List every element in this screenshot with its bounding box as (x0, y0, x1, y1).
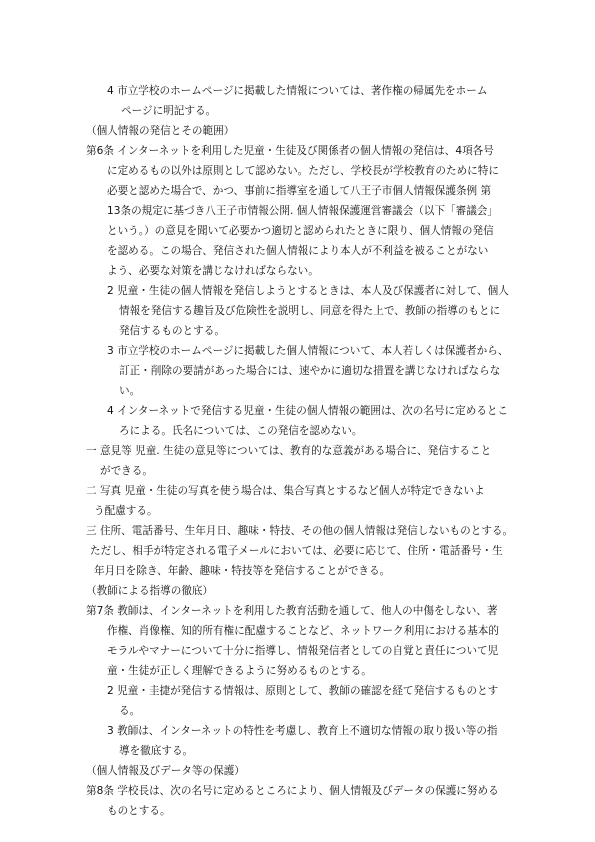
article-6-line-2: に定めるもの以外は原則として認めない。ただし、学校長が学校教育のために特に (107, 165, 499, 177)
item-4-line-1: 4 市立学校のホームページに掲載した情報については、著作権の帰属先をホーム (107, 85, 488, 97)
subitem-2-line-1: 二 写真 児童・生徒の写真を使う場合は、集合写真とするなど個人が特定できないよ (86, 485, 485, 497)
article-6-item-3-line-1: 3 市立学校のホームページに掲載した個人情報について、本人若しくは保護者から、 (107, 345, 509, 357)
subitem-3-line-1: 三 住所、電話番号、生年月日、趣味・特技、その他の個人情報は発信しないものとする。 (86, 525, 514, 537)
article-6-line-6: を認める。この場合、発信された個人情報により本人が不利益を被ることがない (107, 245, 489, 257)
article-6-line-5: という。）の意見を聞いて必要かつ適切と認められたときに限り、個人情報の発信 (107, 225, 494, 237)
article-6-item-4-line-1: 4 インターネットで発信する児童・生徒の個人情報の範囲は、次の名号に定めるとこ (107, 405, 509, 417)
item-4-line-2: ページに明記する。 (121, 105, 217, 117)
article-6-item-3-line-2: 訂正・削除の要請があった場合には、速やかに適切な措置を講じなければならな (119, 365, 501, 377)
subitem-3-line-3: 年月日を除き、年齢、趣味・特技等を発信することができる。 (94, 565, 391, 577)
article-7-item-2-line-1: 2 児童・圭捷が発信する情報は、原則として、教師の確認を経て発信するものとす (107, 685, 499, 697)
subitem-2-line-2: う配慮する。 (94, 505, 158, 517)
article-8-line-2: ものとする。 (107, 805, 171, 817)
article-6-item-2-line-1: 2 児童・生徒の個人情報を発信しようとするときは、本人及び保護者に対して、個人 (107, 285, 509, 297)
section-heading-data-protection: （個人情報及びデータ等の保護） (86, 765, 245, 777)
section-heading-personal-info: （個人情報の発信とその範囲） (86, 125, 235, 137)
article-7-item-3-line-2: 導を徹底する。 (119, 745, 194, 757)
article-6-line-1: 第6条 インターネットを利用した児童・生徒及び関係者の個人情報の発信は、4項各号 (86, 145, 494, 157)
article-7-line-2: 作権、肖像権、知的所有権に配慮することなど、ネットワーク利用における基本的 (107, 625, 499, 637)
subitem-1-line-2: ができる。 (100, 465, 153, 477)
article-6-line-7: よう、必要な対策を講じなければならない。 (107, 265, 319, 277)
article-7-item-2-line-2: る。 (119, 705, 141, 717)
article-7-line-3: モラルやマナーについて十分に指導し、情報発信者としての自覚と責任について児 (107, 645, 499, 657)
subitem-1-line-1: 一 意見等 児童. 生徒の意見等については、教育的な意義がある場合に、発信すること (86, 445, 492, 457)
article-6-line-4: 13条の規定に基づき八王子市情報公開. 個人情報保護運営審議会（以下「審議会」 (107, 205, 498, 217)
article-6-line-3: 必要と認めた場合で、かつ、事前に指導室を通して八王子市個人情報保護条例 第 (107, 185, 492, 197)
article-6-item-2-line-3: 発信するものとする。 (119, 325, 225, 337)
article-7-line-4: 童・生徒が正しく理解できるように努めるものとする。 (107, 665, 372, 677)
section-heading-teacher-guidance: （教師による指導の徹底） (86, 585, 214, 597)
article-7-line-1: 第7条 教師は、インターネットを利用した教育活動を通して、他人の中傷をしない、著 (86, 605, 498, 617)
article-6-item-2-line-2: 情報を発信する趣旨及び危険性を説明し、同意を得た上で、教師の指導のもとに (119, 305, 501, 317)
article-7-item-3-line-1: 3 教師は、インターネットの特性を考慮し、教育上不適切な情報の取り扱い等の指 (107, 725, 498, 737)
article-6-item-4-line-2: ろによる。氏名については、この発信を認めない。 (119, 425, 363, 437)
article-6-item-3-line-3: い。 (119, 385, 141, 397)
subitem-3-line-2: ただし、相手が特定される電子メールにおいては、必要に応じて、住所・電話番号・生 (90, 545, 503, 557)
article-8-line-1: 第8条 学校長は、次の名号に定めるところにより、個人情報及びデータの保護に努める (86, 785, 499, 797)
